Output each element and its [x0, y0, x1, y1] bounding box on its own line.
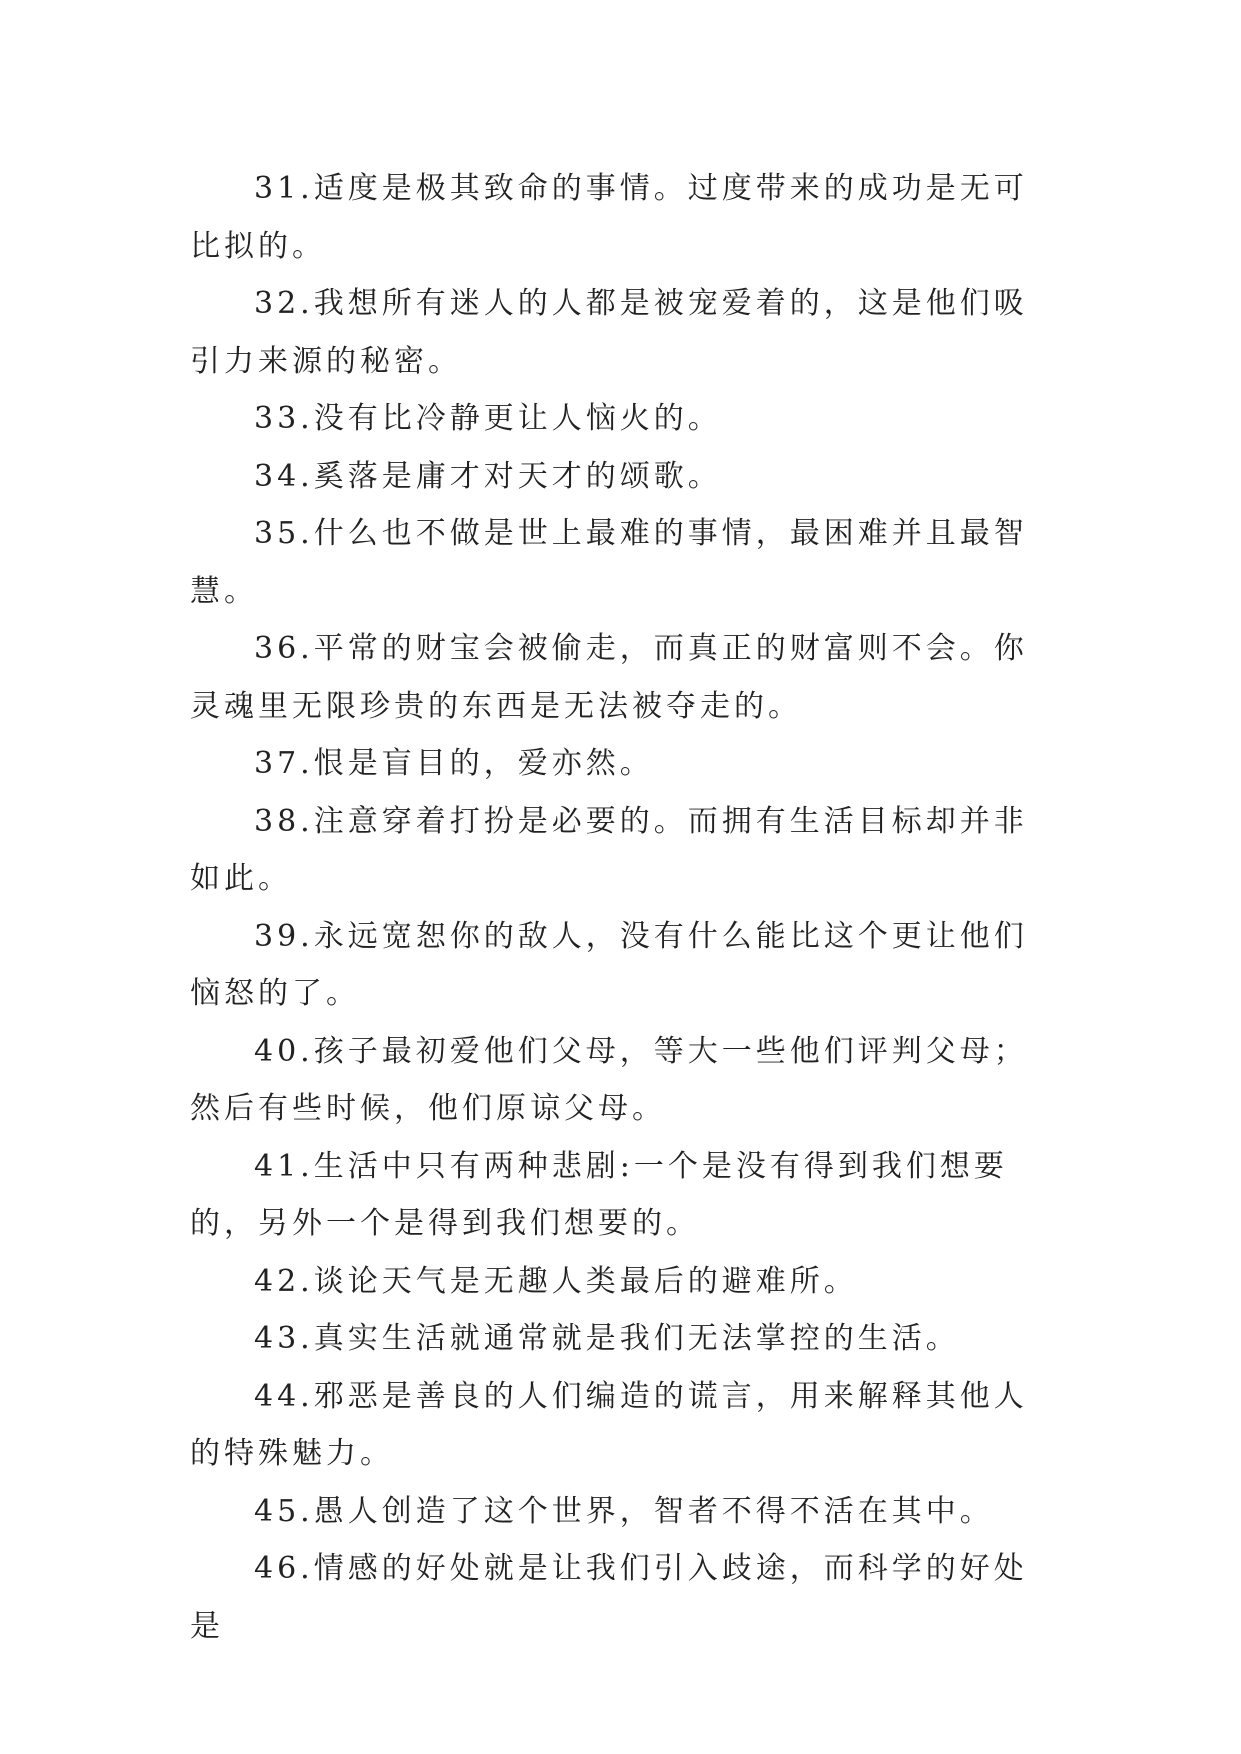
quote-45: 45.愚人创造了这个世界，智者不得不活在其中。 [254, 1493, 994, 1529]
quote-32: 32.我想所有迷人的人都是被宠爱着的，这是他们吸引力来源的秘密。 [190, 286, 1028, 379]
quote-40: 40.孩子最初爱他们父母，等大一些他们评判父母；然后有些时候，他们原谅父母。 [190, 1033, 1028, 1126]
quote-38: 38.注意穿着打扮是必要的。而拥有生活目标却并非如此。 [190, 803, 1028, 896]
quote-36: 36.平常的财宝会被偷走，而真正的财富则不会。你灵魂里无限珍贵的东西是无法被夺走的。 [190, 631, 1028, 724]
quote-34: 34.奚落是庸才对天才的颂歌。 [254, 458, 722, 494]
document-body [190, 160, 1050, 1655]
quote-41: 41.生活中只有两种悲剧:一个是没有得到我们想要的，另外一个是得到我们想要的。 [190, 1148, 1008, 1241]
quote-33: 33.没有比冷静更让人恼火的。 [254, 401, 722, 436]
quote-39: 39.永远宽恕你的敌人，没有什么能比这个更让他们恼怒的了。 [190, 918, 1028, 1011]
quote-44: 44.邪恶是善良的人们编造的谎言，用来解释其他人的特殊魅力。 [190, 1378, 1028, 1471]
quote-37: 37.恨是盲目的，爱亦然。 [254, 746, 654, 781]
quote-31: 31.适度是极其致命的事情。过度带来的成功是无可比拟的。 [190, 171, 1028, 264]
quote-43: 43.真实生活就通常就是我们无法掌控的生活。 [254, 1321, 960, 1356]
quote-46: 46.情感的好处就是让我们引入歧途，而科学的好处是 [190, 1551, 1028, 1644]
quote-35: 35.什么也不做是世上最难的事情，最困难并且最智慧。 [190, 516, 1028, 609]
quote-42: 42.谈论天气是无趣人类最后的避难所。 [254, 1263, 858, 1299]
